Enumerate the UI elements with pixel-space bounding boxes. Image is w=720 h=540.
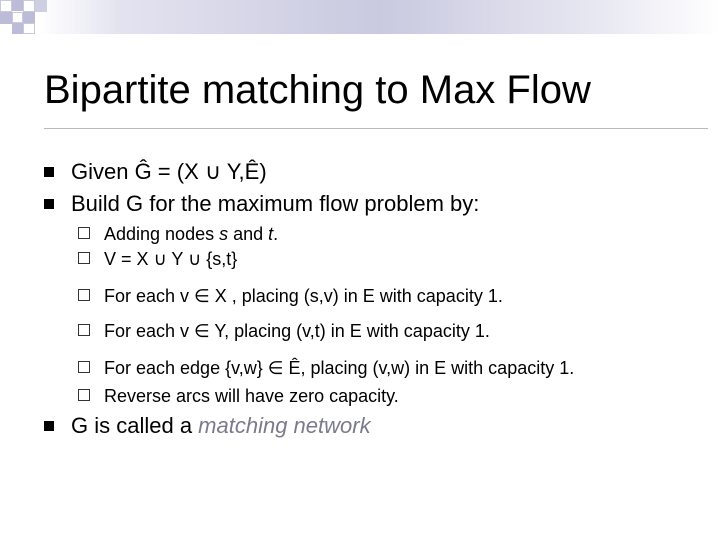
sub-bullet-text: For each v ∈ Y, placing (v,t) in E with capacity 1.: [104, 321, 490, 341]
sub-bullet-text-prefix: Adding nodes: [104, 224, 220, 244]
square-bullet-icon: [44, 199, 54, 209]
header-square: [12, 23, 23, 34]
checkbox-bullet-icon: [78, 389, 90, 401]
header-square: [12, 12, 23, 23]
bullet-text: Build G for the maximum flow problem by:: [71, 191, 480, 216]
title-divider: [44, 128, 708, 129]
node-s-label: s: [219, 224, 229, 244]
header-square: [23, 23, 35, 34]
sub-bullet-text: V = X ∪ Y ∪ {s,t}: [104, 249, 238, 269]
checkbox-bullet-icon: [78, 289, 90, 301]
header-decoration-bar: [0, 0, 720, 34]
header-square: [0, 0, 12, 12]
bullet-text: Given Ĝ = (X ∪ Y,Ê): [71, 159, 267, 184]
checkbox-bullet-icon: [78, 227, 90, 239]
header-square: [23, 0, 35, 12]
checkbox-bullet-icon: [78, 324, 90, 336]
square-bullet-icon: [44, 167, 54, 177]
sub-bullet-text: Reverse arcs will have zero capacity.: [104, 386, 399, 406]
sub-bullet-edge-arcs: [104, 357, 574, 379]
sub-bullet-text-suffix: .: [273, 224, 279, 244]
node-t-label: t: [268, 224, 274, 244]
sub-bullet-sink-edges: [104, 320, 490, 342]
header-square: [12, 0, 23, 11]
sub-bullet-text: For each edge {v,w} ∈ Ê, placing (v,w) in E with capacity 1.: [104, 358, 575, 378]
sub-bullet-vertex-set: [104, 248, 237, 270]
header-square: [35, 0, 47, 12]
bullet-matching-network: [71, 412, 371, 440]
bullet-given: [71, 158, 267, 186]
sub-bullet-text: For each v ∈ X , placing (s,v) in E with capacity 1.: [104, 286, 503, 306]
header-square: [0, 12, 12, 24]
matching-network-term: matching network: [198, 413, 371, 438]
sub-bullet-source-edges: [104, 285, 503, 307]
bullet-build: [71, 190, 479, 218]
sub-bullet-text-mid: and: [228, 224, 269, 244]
checkbox-bullet-icon: [78, 361, 90, 373]
sub-bullet-reverse-arcs: [104, 385, 399, 407]
sub-bullet-adding-nodes: [104, 223, 278, 245]
bullet-text-prefix: G is called a: [71, 413, 199, 438]
square-bullet-icon: [44, 421, 54, 431]
slide-title: Bipartite matching to Max Flow: [44, 68, 591, 112]
checkbox-bullet-icon: [78, 252, 90, 264]
